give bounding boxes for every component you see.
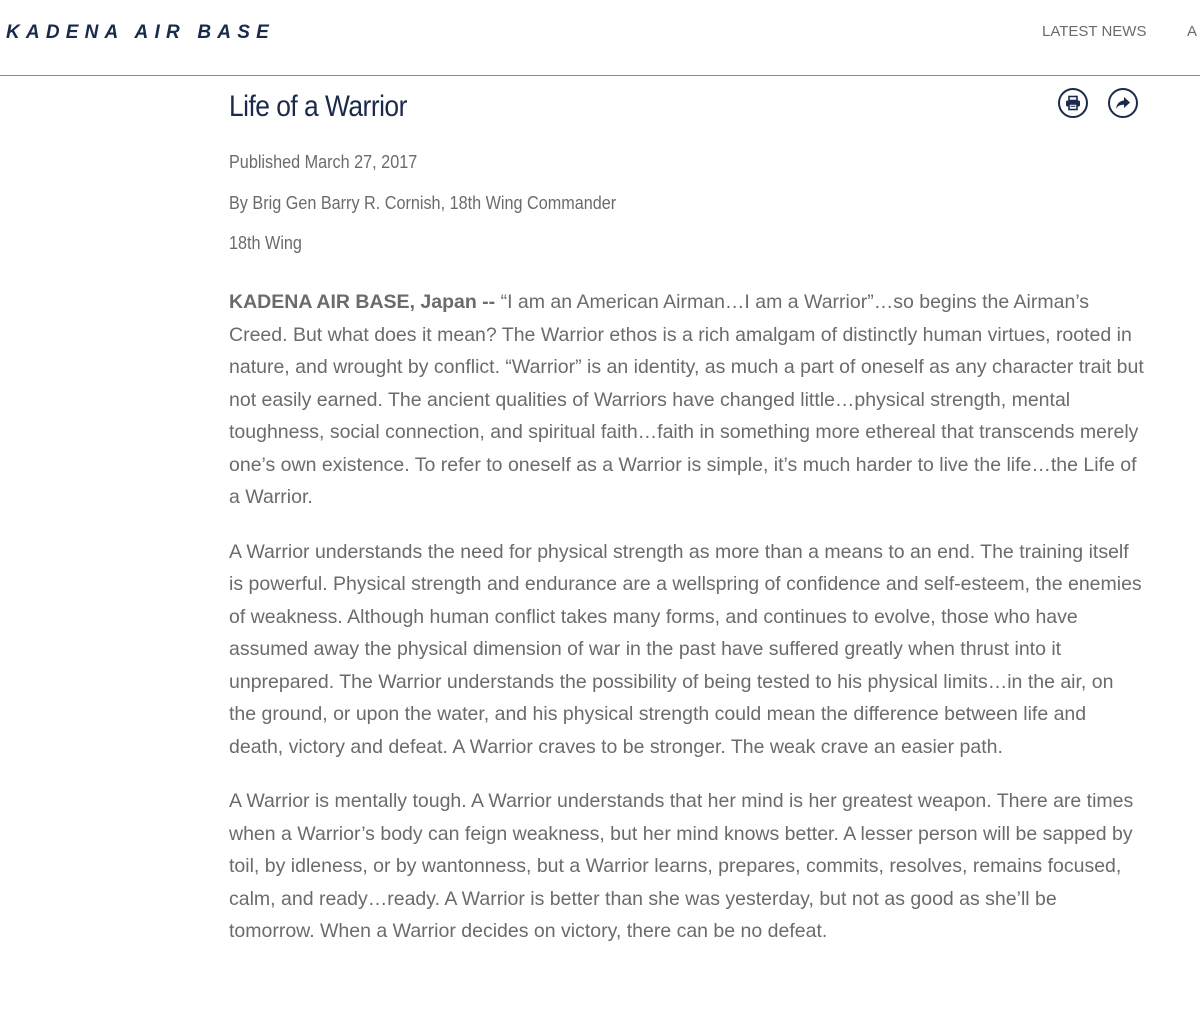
paragraph [229, 286, 1144, 514]
nav-latest-news[interactable]: LATEST NEWS [1042, 23, 1147, 40]
paragraph-text: “I am an American Airman…I am a Warrior”…so begins the Airman’s Creed. But what does it mean? The Warrior ethos is a rich amalgam of distinctly human virtues, rooted in nature, and wrought by conflict. “Warrior” is an identity, as much a part of oneself as any character trait but not easily earned. The ancient qualities of Warriors have changed little…physical strength, mental toughness, social connection, and spiritual faith…faith in something more ethereal that transcends merely one’s own existence. To refer to oneself as a Warrior is simple, it’s much harder to live the life…the Life of a Warrior. [229, 291, 1144, 508]
share-button[interactable] [1108, 88, 1138, 118]
print-button[interactable] [1058, 88, 1088, 118]
site-header [0, 0, 1200, 76]
nav-item-truncated[interactable]: A [1187, 23, 1198, 40]
share-icon [1115, 95, 1131, 111]
article-body [229, 286, 1144, 970]
paragraph: A Warrior understands the need for physical strength as more than a means to an end. The training itself is powerful. Physical strength and endurance are a wellspring of confidence and self-esteem, the enemies of weakness. Although human conflict takes many forms, and continues to evolve, those who have assumed away the physical dimension of war in the past have suffered greatly when thrust into it unprepared. The Warrior understands the possibility of being tested to his physical limits…in the air, on the ground, or upon the water, and his physical strength could mean the difference between life and death, victory and defeat. A Warrior craves to be stronger. The weak crave an easier path. [229, 540, 1142, 758]
article-title: Life of a Warrior [229, 90, 407, 123]
unit-name: 18th Wing [229, 233, 302, 253]
dateline: KADENA AIR BASE, Japan -- [229, 291, 496, 313]
author-byline: By Brig Gen Barry R. Cornish, 18th Wing Commander [229, 193, 617, 213]
publish-date: Published March 27, 2017 [229, 152, 418, 172]
paragraph: A Warrior is mentally tough. A Warrior understands that her mind is her greatest weapon. There are times when a Warrior’s body can feign weakness, but her mind knows better. A lesser person will be sapped by toil, by idleness, or by wantonness, but a Warrior learns, prepares, commits, resolves, remains focused, calm, and ready…ready. A Warrior is better than she was yesterday, but not as good as she’ll be tomorrow. When a Warrior decides on victory, there can be no defeat. [229, 790, 1134, 942]
print-icon [1065, 95, 1081, 111]
site-logo[interactable]: KADENA AIR BASE [6, 22, 275, 43]
